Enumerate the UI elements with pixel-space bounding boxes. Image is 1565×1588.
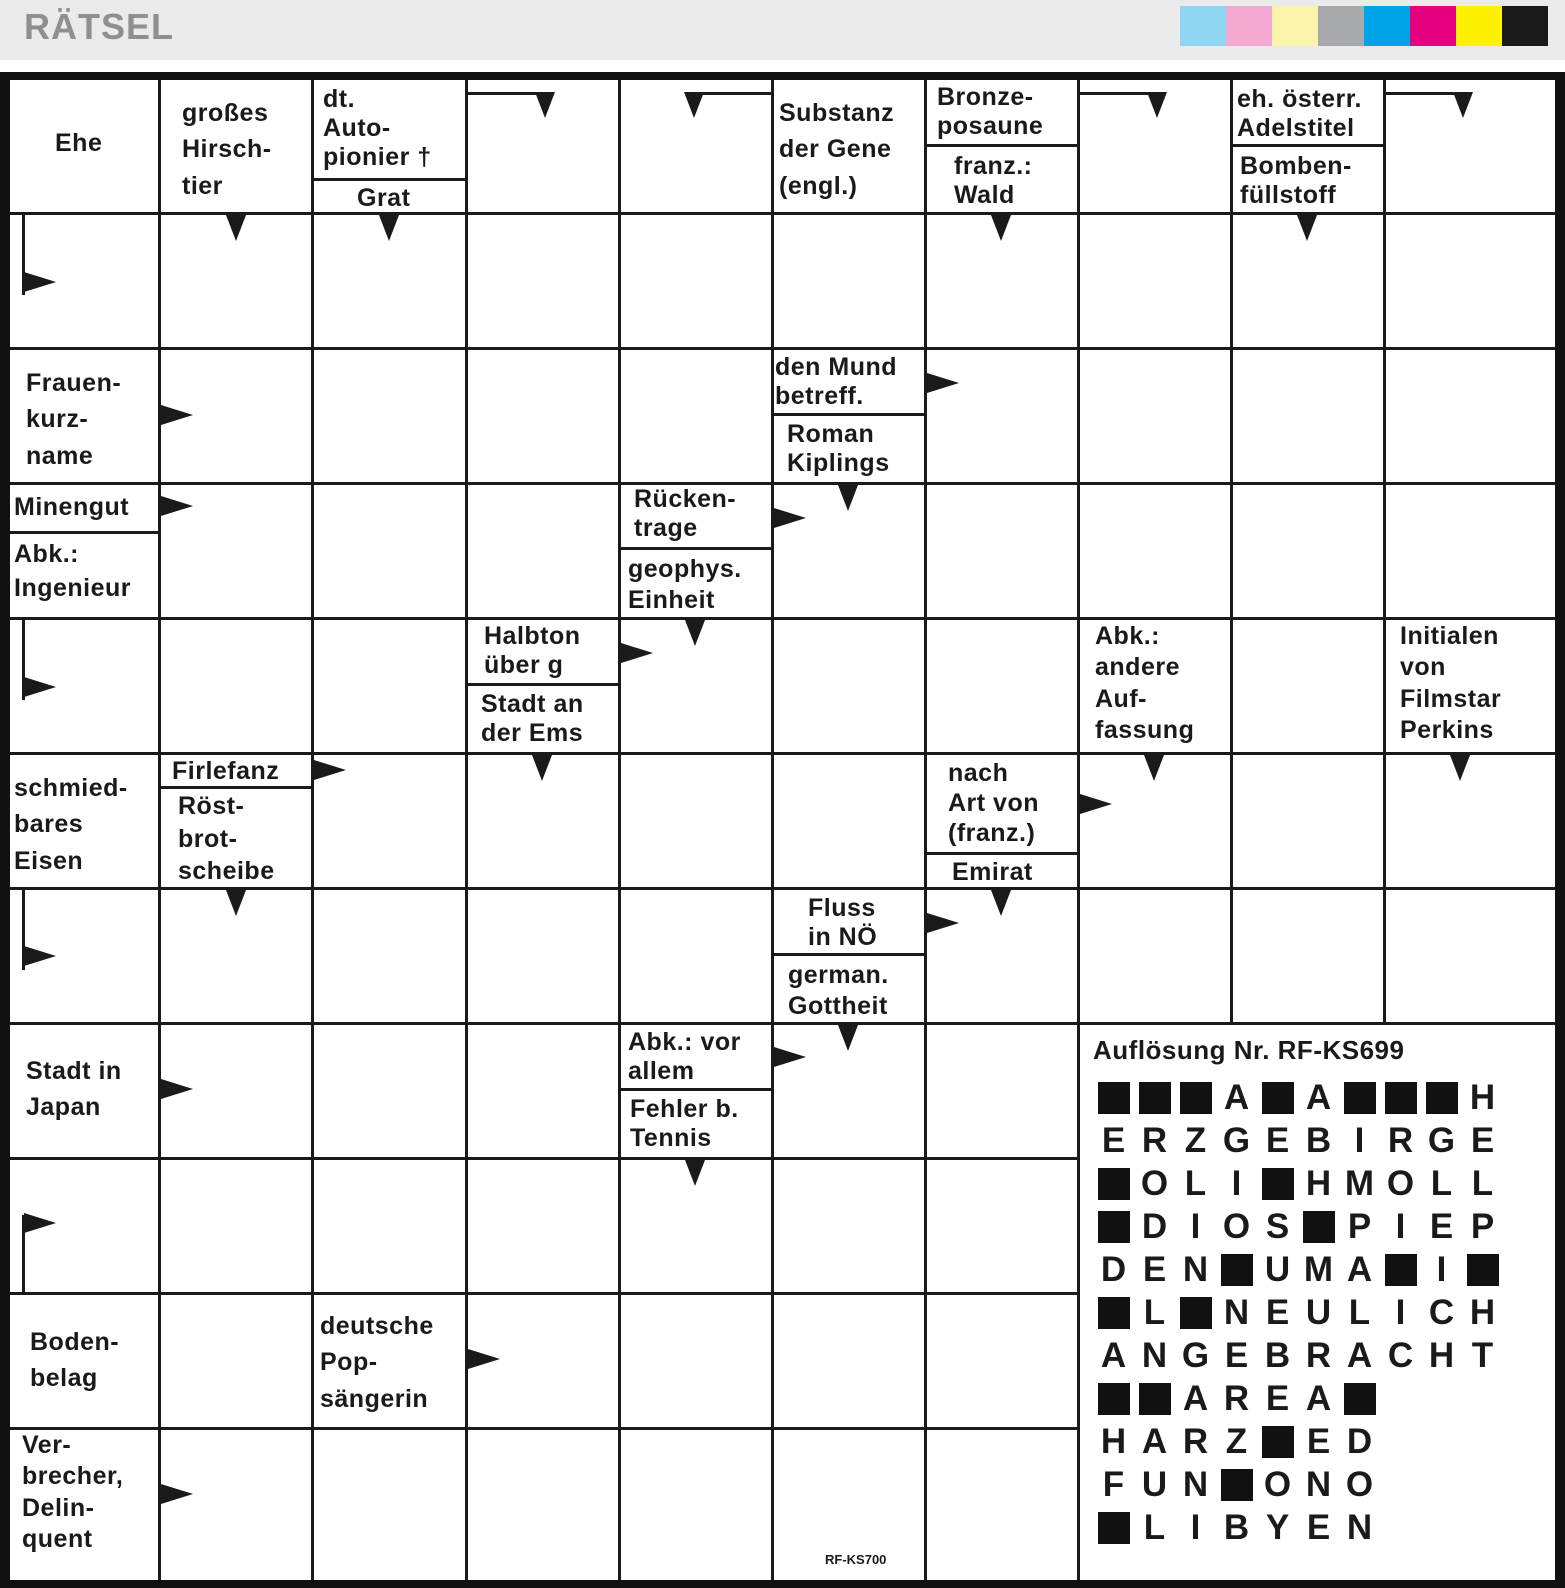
solution-letter: O xyxy=(1345,1464,1374,1504)
arrow-down-icon xyxy=(379,215,399,241)
solution-block xyxy=(1385,1254,1417,1286)
solution-letter: F xyxy=(1102,1464,1125,1504)
solution-letter: I xyxy=(1395,1292,1406,1332)
arrow-right-icon xyxy=(621,643,653,663)
clue-boden: Boden- belag xyxy=(30,1328,120,1393)
solution-letter: B xyxy=(1223,1507,1250,1547)
solution-letter: H xyxy=(1469,1292,1496,1332)
clue-wald: franz.: Wald xyxy=(954,152,1033,209)
solution-letter: R xyxy=(1387,1120,1414,1160)
solution-letter: H xyxy=(1469,1077,1496,1117)
solution-row xyxy=(1093,1291,1543,1334)
solution-letter: N xyxy=(1346,1507,1373,1547)
solution-row xyxy=(1093,1377,1543,1420)
clue-bronze: Bronze- posaune xyxy=(937,83,1044,140)
puzzle-code: RF-KS700 xyxy=(825,1552,887,1567)
clue-halbton: Halbton über g xyxy=(484,622,581,679)
solution-letter: Z xyxy=(1225,1421,1248,1461)
solution-block xyxy=(1180,1297,1212,1329)
solution-letter: O xyxy=(1140,1163,1169,1203)
arrow-right-icon xyxy=(161,1079,193,1099)
solution-letter: D xyxy=(1346,1421,1373,1461)
arrow-right-icon xyxy=(161,1484,193,1504)
color-swatch xyxy=(1502,6,1548,46)
arrow-right-icon xyxy=(314,760,346,780)
solution-block xyxy=(1098,1082,1130,1114)
solution-row xyxy=(1093,1420,1543,1463)
solution-letter: E xyxy=(1265,1120,1290,1160)
clue-ems: Stadt an der Ems xyxy=(481,690,584,747)
clue-firlefanz: Firlefanz xyxy=(172,757,280,785)
solution-block xyxy=(1098,1168,1130,1200)
arrow-right-icon xyxy=(927,913,959,933)
clue-schmied: schmied- bares Eisen xyxy=(14,774,128,875)
solution-block xyxy=(1344,1082,1376,1114)
solution-letter: R xyxy=(1141,1120,1168,1160)
solution-letter: U xyxy=(1305,1292,1332,1332)
solution-letter: I xyxy=(1436,1249,1447,1289)
clue-mund: den Mund betreff. xyxy=(775,353,898,410)
solution-row xyxy=(1093,1334,1543,1377)
solution-letter: N xyxy=(1182,1464,1209,1504)
clue-bomben: Bomben- füllstoff xyxy=(1240,152,1352,209)
solution-letter: E xyxy=(1265,1292,1290,1332)
arrow-right-icon xyxy=(774,1047,806,1067)
arrow-down-icon xyxy=(685,1160,705,1186)
solution-letter: P xyxy=(1347,1206,1372,1246)
solution-row xyxy=(1093,1506,1543,1549)
arrow-right-icon xyxy=(24,946,56,966)
solution-title: Auflösung Nr. RF-KS699 xyxy=(1093,1035,1405,1065)
solution-block xyxy=(1098,1297,1130,1329)
color-swatch xyxy=(1364,6,1410,46)
arrow-down-icon xyxy=(838,1025,858,1051)
solution-letter: E xyxy=(1470,1120,1495,1160)
arrow-down-icon xyxy=(532,755,552,781)
solution-letter: I xyxy=(1190,1206,1201,1246)
color-swatch xyxy=(1456,6,1502,46)
solution-letter: S xyxy=(1265,1206,1290,1246)
clue-adel: eh. österr. Adelstitel xyxy=(1237,85,1362,142)
solution-letter: R xyxy=(1182,1421,1209,1461)
solution-block xyxy=(1385,1082,1417,1114)
arrow-down-icon xyxy=(991,890,1011,916)
arrow-down-icon xyxy=(226,215,246,241)
solution-letter: A xyxy=(1346,1249,1373,1289)
solution-letter: G xyxy=(1222,1120,1251,1160)
solution-letter: N xyxy=(1182,1249,1209,1289)
solution-letter: G xyxy=(1427,1120,1456,1160)
solution-letter: E xyxy=(1429,1206,1454,1246)
solution-letter: N xyxy=(1305,1464,1332,1504)
clue-verbrecher: Ver- brecher, Delin- quent xyxy=(22,1431,124,1553)
solution-letter: G xyxy=(1181,1335,1210,1375)
arrow-down-icon xyxy=(1144,755,1164,781)
clue-german: german. Gottheit xyxy=(788,961,889,1021)
solution-letter: A xyxy=(1223,1077,1250,1117)
color-swatch xyxy=(1410,6,1456,46)
solution-letter: P xyxy=(1470,1206,1495,1246)
solution-letter: I xyxy=(1231,1163,1242,1203)
solution-letter: A xyxy=(1346,1335,1373,1375)
arrow-down-icon xyxy=(1450,755,1470,781)
solution-row xyxy=(1093,1463,1543,1506)
solution-letter: E xyxy=(1101,1120,1126,1160)
clue-substanz: Substanz der Gene (engl.) xyxy=(779,99,895,200)
solution-letter: E xyxy=(1142,1249,1167,1289)
solution-letter: A xyxy=(1305,1077,1332,1117)
clue-ehe: Ehe xyxy=(55,129,103,157)
page-title: RÄTSEL xyxy=(24,6,174,47)
solution-block xyxy=(1262,1168,1294,1200)
solution-block xyxy=(1098,1383,1130,1415)
solution-letter: E xyxy=(1265,1378,1290,1418)
clue-roman: Roman Kiplings xyxy=(787,420,890,477)
arrow-right-icon xyxy=(468,1349,500,1369)
arrow-down-icon xyxy=(535,92,555,118)
clue-andere: Abk.: andere Auf- fassung xyxy=(1095,622,1195,744)
clue-initialen: Initialen von Filmstar Perkins xyxy=(1400,622,1502,744)
arrow-right-icon xyxy=(1080,794,1112,814)
solution-letter: L xyxy=(1184,1163,1207,1203)
clue-emirat: Emirat xyxy=(952,858,1033,886)
solution-block xyxy=(1221,1254,1253,1286)
clue-vorallem: Abk.: vor allem xyxy=(628,1028,741,1085)
solution-letter: E xyxy=(1224,1335,1249,1375)
solution-letter: L xyxy=(1143,1507,1166,1547)
solution-block xyxy=(1262,1082,1294,1114)
arrow-right-icon xyxy=(927,373,959,393)
solution-letter: I xyxy=(1354,1120,1365,1160)
clue-ruecken: Rücken- trage xyxy=(634,485,737,542)
solution-letter: Z xyxy=(1184,1120,1207,1160)
solution-letter: M xyxy=(1303,1249,1334,1289)
arrow-down-icon xyxy=(1147,92,1167,118)
clue-auto: dt. Auto- pionier † xyxy=(323,85,432,171)
solution-letter: R xyxy=(1305,1335,1332,1375)
solution-block xyxy=(1098,1512,1130,1544)
arrow-right-icon xyxy=(774,508,806,528)
solution-block xyxy=(1098,1211,1130,1243)
clue-geophys: geophys. Einheit xyxy=(628,555,742,615)
solution-letter: A xyxy=(1141,1421,1168,1461)
solution-row xyxy=(1093,1162,1543,1205)
solution-letter: C xyxy=(1387,1335,1414,1375)
solution-letter: L xyxy=(1430,1163,1453,1203)
solution-letter: U xyxy=(1264,1249,1291,1289)
solution-letter: D xyxy=(1141,1206,1168,1246)
color-swatch xyxy=(1226,6,1272,46)
solution-block xyxy=(1221,1469,1253,1501)
solution-panel xyxy=(1093,1035,1543,1549)
solution-letter: O xyxy=(1222,1206,1251,1246)
solution-row xyxy=(1093,1076,1543,1119)
solution-letter: H xyxy=(1100,1421,1127,1461)
solution-letter: C xyxy=(1428,1292,1455,1332)
color-swatch xyxy=(1272,6,1318,46)
solution-row xyxy=(1093,1205,1543,1248)
color-calibration-bar xyxy=(1180,6,1548,46)
clue-roest: Röst- brot- scheibe xyxy=(178,792,275,885)
solution-letter: I xyxy=(1190,1507,1201,1547)
arrow-down-icon xyxy=(1453,92,1473,118)
solution-letter: L xyxy=(1471,1163,1494,1203)
clue-fehler: Fehler b. Tennis xyxy=(630,1095,739,1152)
arrow-right-icon xyxy=(161,496,193,516)
arrow-right-icon xyxy=(161,405,193,425)
solution-letter: H xyxy=(1428,1335,1455,1375)
solution-letter: O xyxy=(1263,1464,1292,1504)
solution-letter: U xyxy=(1141,1464,1168,1504)
solution-letter: E xyxy=(1306,1421,1331,1461)
clue-minengut: Minengut xyxy=(14,493,130,521)
solution-letter: A xyxy=(1100,1335,1127,1375)
solution-letter: L xyxy=(1143,1292,1166,1332)
solution-letter: A xyxy=(1305,1378,1332,1418)
solution-block xyxy=(1467,1254,1499,1286)
clue-frauen: Frauen- kurz- name xyxy=(26,369,122,470)
solution-letter: D xyxy=(1100,1249,1127,1289)
clue-grat: Grat xyxy=(357,184,411,212)
clue-ingenieur: Abk.: Ingenieur xyxy=(14,540,132,602)
color-swatch xyxy=(1180,6,1226,46)
arrow-down-icon xyxy=(226,890,246,916)
solution-letter: Y xyxy=(1265,1507,1290,1547)
solution-block xyxy=(1139,1082,1171,1114)
solution-letter: N xyxy=(1141,1335,1168,1375)
solution-block xyxy=(1180,1082,1212,1114)
solution-letter: H xyxy=(1305,1163,1332,1203)
solution-letter: N xyxy=(1223,1292,1250,1332)
clue-japan: Stadt in Japan xyxy=(26,1057,122,1122)
solution-block xyxy=(1262,1426,1294,1458)
solution-letter: M xyxy=(1344,1163,1375,1203)
solution-block xyxy=(1344,1383,1376,1415)
arrow-down-icon xyxy=(684,92,704,118)
solution-row xyxy=(1093,1248,1543,1291)
arrow-down-icon xyxy=(991,215,1011,241)
solution-letter: B xyxy=(1264,1335,1291,1375)
solution-grid xyxy=(1093,1076,1543,1549)
arrow-down-icon xyxy=(685,620,705,646)
solution-block xyxy=(1139,1383,1171,1415)
arrow-right-icon xyxy=(24,677,56,697)
arrow-down-icon xyxy=(838,485,858,511)
solution-letter: B xyxy=(1305,1120,1332,1160)
clue-pop: deutsche Pop- sängerin xyxy=(320,1312,434,1413)
solution-letter: A xyxy=(1182,1378,1209,1418)
arrow-right-icon xyxy=(24,272,56,292)
clue-nach: nach Art von (franz.) xyxy=(948,759,1039,847)
header-bar xyxy=(0,0,1565,60)
solution-letter: E xyxy=(1306,1507,1331,1547)
clue-fluss: Fluss in NÖ xyxy=(808,894,878,951)
solution-letter: L xyxy=(1348,1292,1371,1332)
color-swatch xyxy=(1318,6,1364,46)
solution-letter: O xyxy=(1386,1163,1415,1203)
solution-row xyxy=(1093,1119,1543,1162)
solution-block xyxy=(1426,1082,1458,1114)
arrow-right-icon xyxy=(24,1213,56,1233)
solution-letter: T xyxy=(1471,1335,1494,1375)
clue-hirsch: großes Hirsch- tier xyxy=(182,99,272,200)
solution-letter: R xyxy=(1223,1378,1250,1418)
solution-letter: I xyxy=(1395,1206,1406,1246)
solution-block xyxy=(1303,1211,1335,1243)
arrow-down-icon xyxy=(1297,215,1317,241)
